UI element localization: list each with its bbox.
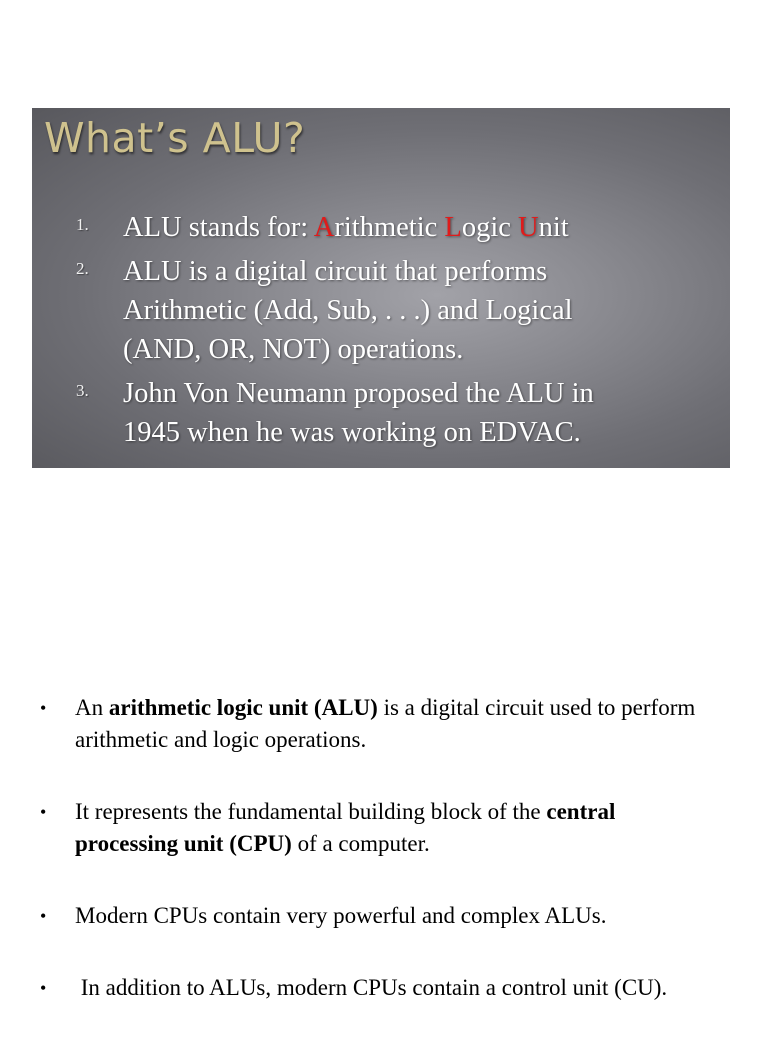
slide-image: [32, 108, 730, 468]
text-line: Arithmetic (Add, Sub, . . .) and Logical: [123, 295, 573, 326]
bullet-item-4: [40, 972, 700, 1004]
bold-term: arithmetic logic unit (ALU): [108, 695, 378, 720]
bullet-text: In addition to ALUs, modern CPUs contain a control unit (CU).: [75, 975, 668, 1000]
slide-item-number: 3.: [76, 381, 89, 400]
text-segment: is a digital circuit used to perform arithmetic and logic operations.: [75, 695, 696, 752]
text-segment: ogic: [461, 212, 519, 243]
bullet-text: [75, 692, 700, 756]
bold-term: central processing unit (CPU): [75, 799, 616, 856]
slide-item-text: [123, 252, 573, 369]
slide-item-text: [123, 374, 594, 452]
bullet-item-3: [40, 900, 700, 932]
bullet-text: [75, 796, 700, 860]
text-line: 1945 when he was working on EDVAC.: [123, 417, 581, 448]
bullet-icon: •: [40, 802, 47, 822]
slide-list: [76, 208, 716, 457]
text-segment: of a computer.: [291, 831, 430, 856]
text-line: John Von Neumann proposed the ALU in: [123, 378, 594, 409]
text-segment: rithmetic: [334, 212, 445, 243]
text-line: (AND, OR, NOT) operations.: [123, 334, 464, 365]
text-segment: It represents the fundamental building block of the: [75, 799, 547, 824]
bullet-icon: •: [40, 906, 47, 926]
bullet-item-2: [40, 796, 700, 860]
slide-item-text: [123, 208, 569, 247]
text-segment: An: [75, 695, 109, 720]
text-segment: nit: [538, 212, 569, 243]
bullet-text: Modern CPUs contain very powerful and complex ALUs.: [75, 903, 607, 928]
slide-item-1: [76, 208, 716, 247]
bullet-item-1: [40, 692, 700, 756]
slide-item-number: 2.: [76, 259, 89, 278]
text-segment: ALU stands for:: [123, 212, 314, 243]
text-line: ALU is a digital circuit that performs: [123, 256, 548, 287]
slide-item-number: 1.: [76, 215, 89, 234]
bullet-list: [40, 692, 700, 1044]
slide-title: What’s ALU?: [44, 114, 306, 162]
highlight-letter: L: [444, 212, 462, 243]
bullet-icon: •: [40, 698, 47, 718]
bullet-icon: •: [40, 978, 47, 998]
slide-item-3: [76, 374, 716, 452]
slide-item-2: [76, 252, 716, 369]
highlight-letter: A: [313, 212, 335, 243]
highlight-letter: U: [518, 212, 539, 243]
